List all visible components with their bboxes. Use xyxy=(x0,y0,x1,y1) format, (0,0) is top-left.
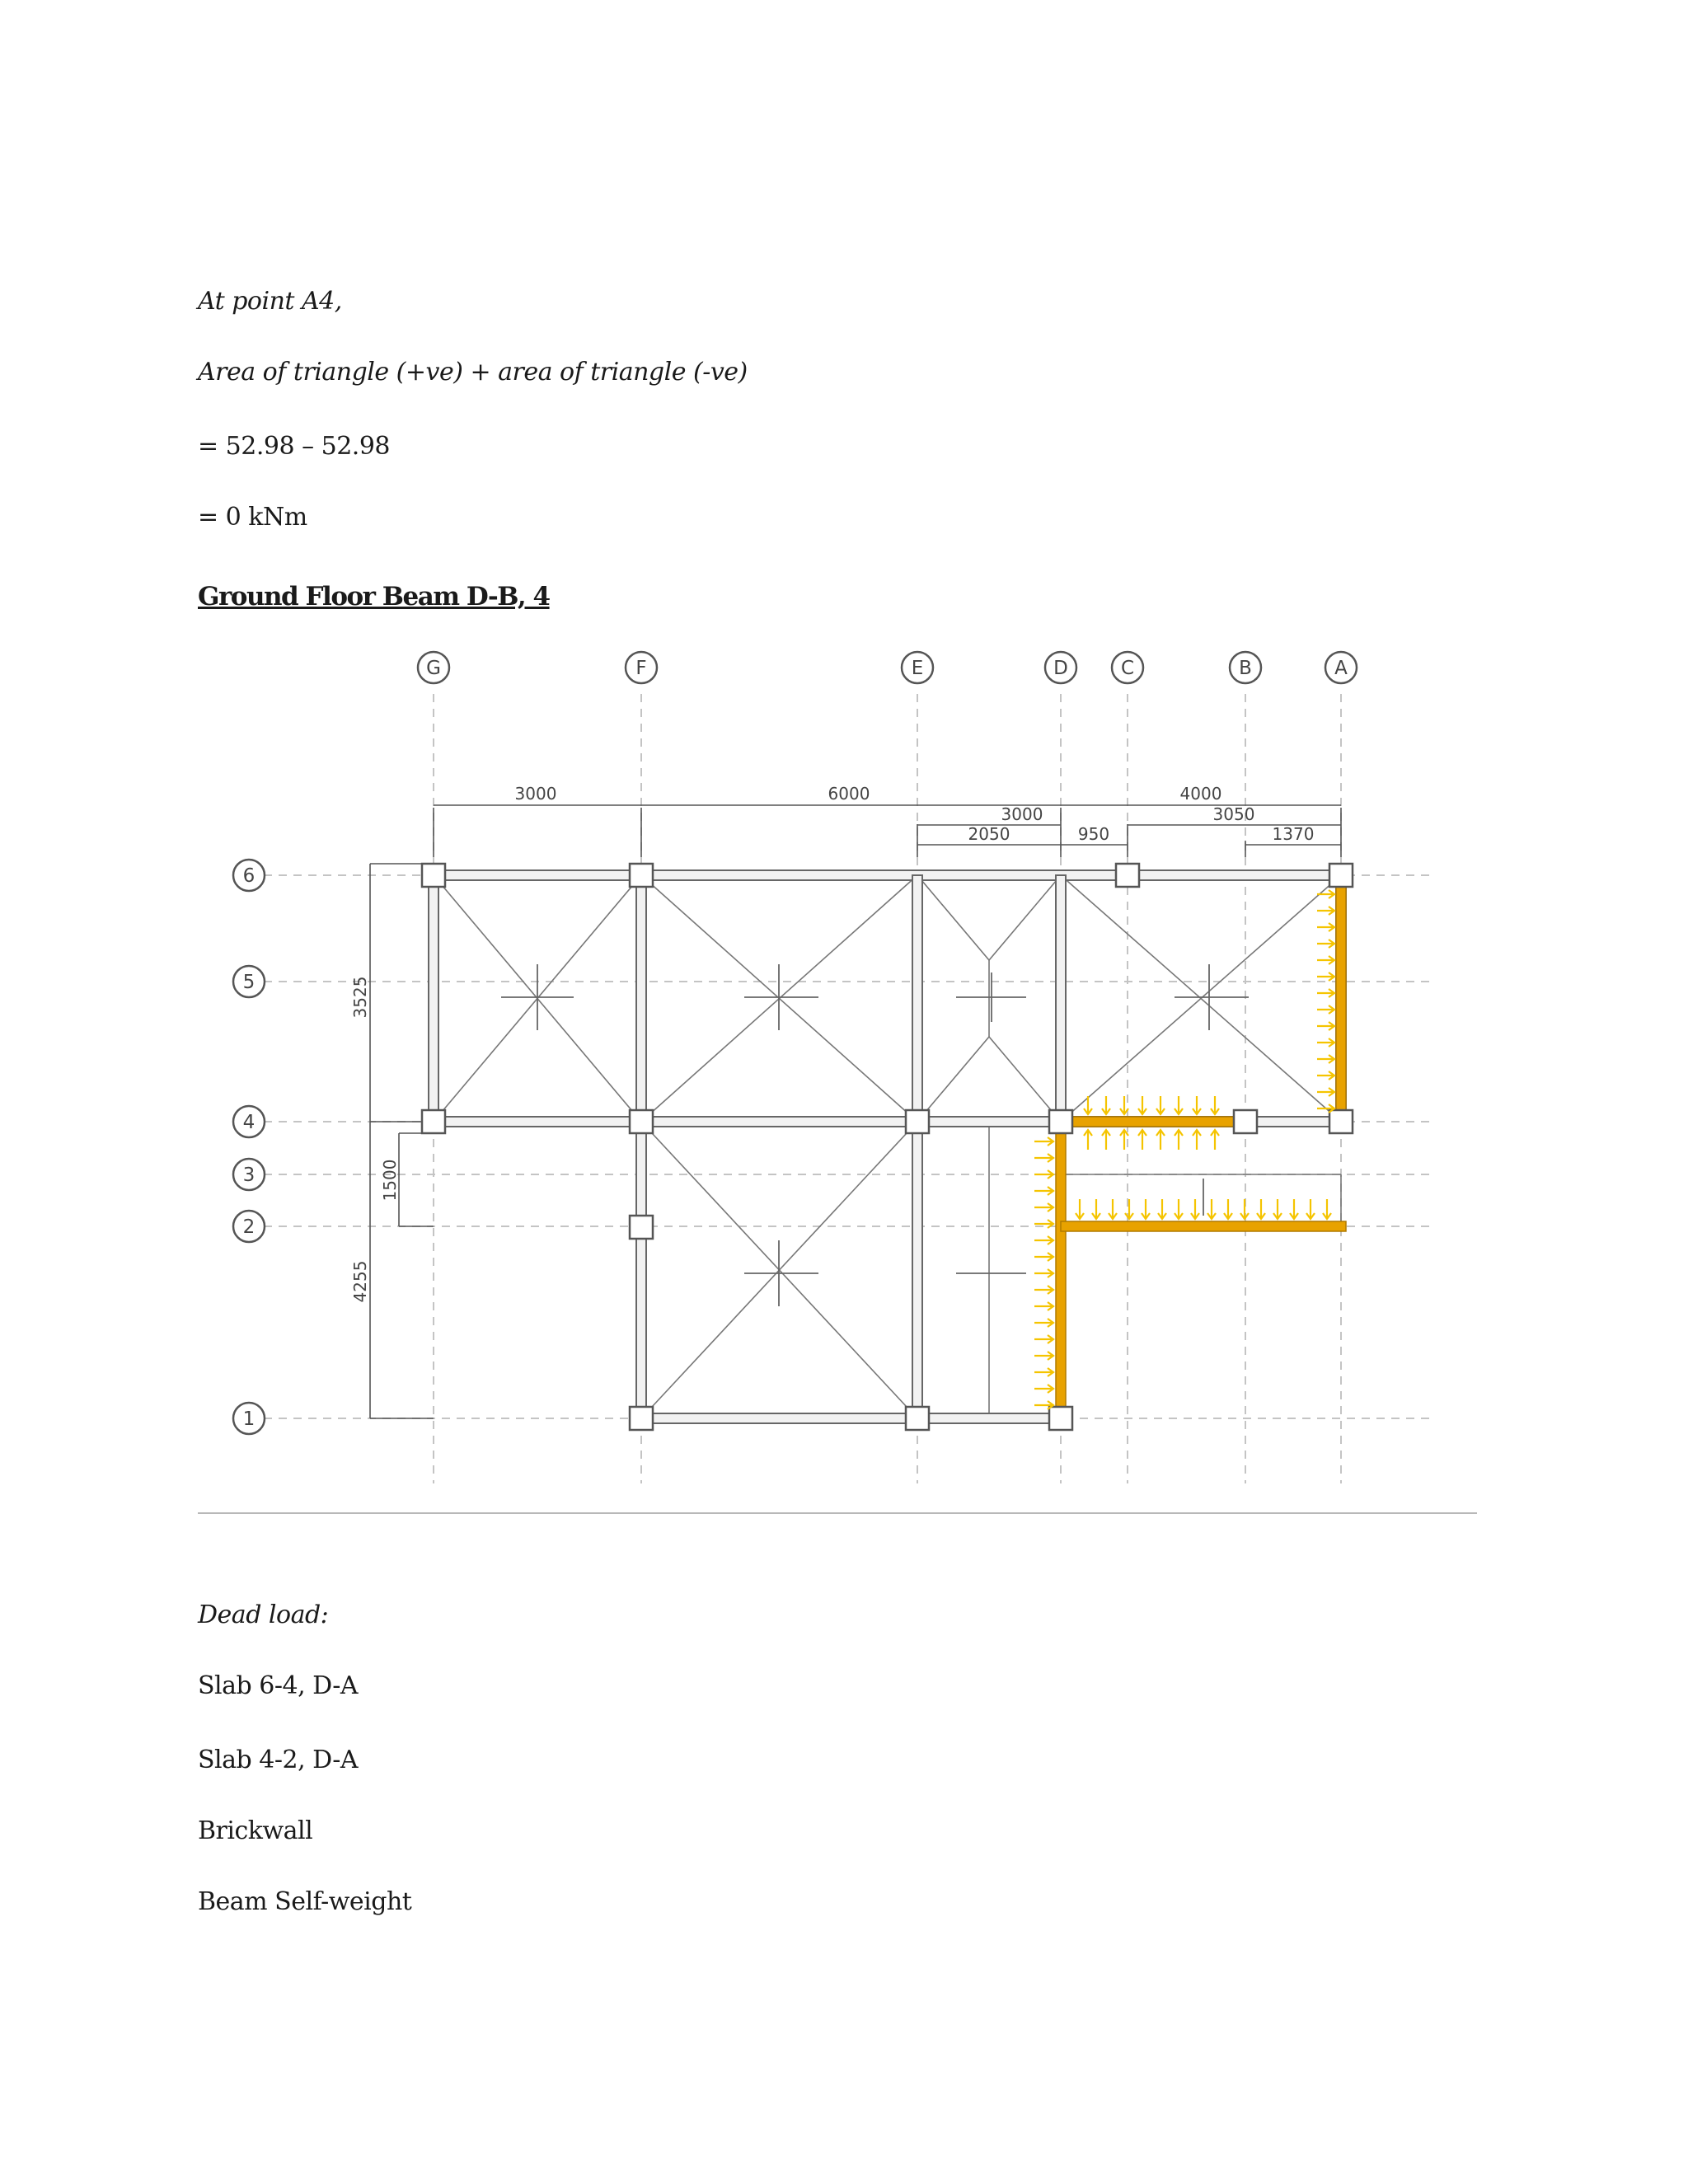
divider-line xyxy=(198,1512,1477,1514)
dim-2050: 2050 xyxy=(968,824,1010,844)
beam-d-a-2 xyxy=(1061,1221,1346,1231)
grid-label-6: 6 xyxy=(242,865,256,887)
dim-6000-fd: 6000 xyxy=(828,784,870,804)
load-arrow-d xyxy=(1034,1352,1053,1360)
dead-load-title: Dead load: xyxy=(198,1601,329,1629)
load-arrow-a xyxy=(1317,1088,1334,1096)
load-arrow-d xyxy=(1034,1253,1053,1261)
load-arrow-d-b-top xyxy=(1084,1096,1092,1114)
load-arrow-beam-2 xyxy=(1125,1199,1133,1219)
load-arrow-d-b-bottom xyxy=(1175,1130,1183,1150)
dim-3000-gf: 3000 xyxy=(514,784,557,804)
load-arrow-a xyxy=(1317,956,1334,964)
load-arrow-a xyxy=(1317,907,1334,915)
dim-4255: 4255 xyxy=(350,1260,370,1303)
load-arrow-d-b-bottom xyxy=(1084,1130,1092,1150)
load-arrow-d xyxy=(1034,1203,1053,1212)
load-arrow-d xyxy=(1034,1385,1053,1393)
beam-a-6-4 xyxy=(1336,875,1346,1122)
load-arrow-beam-2 xyxy=(1224,1199,1232,1219)
calc-line-point: At point A4, xyxy=(198,287,342,316)
grid-label-3: 3 xyxy=(242,1165,256,1186)
calc-line-result: = 0 kNm xyxy=(198,503,307,532)
load-arrow-d-b-bottom xyxy=(1102,1130,1110,1150)
load-arrow-d xyxy=(1034,1137,1053,1146)
load-arrow-d-b-top xyxy=(1211,1096,1219,1114)
load-arrow-d xyxy=(1034,1269,1053,1277)
load-arrow-d-b-top xyxy=(1175,1096,1183,1114)
grid-label-d: D xyxy=(1053,658,1068,679)
load-arrow-d-b-top xyxy=(1193,1096,1201,1114)
load-arrow-beam-2 xyxy=(1306,1199,1315,1219)
dead-load-item-slab-6-4: Slab 6-4, D-A xyxy=(198,1671,359,1700)
load-arrow-beam-2 xyxy=(1092,1199,1100,1219)
dim-3000-ed: 3000 xyxy=(1001,804,1043,824)
load-arrow-beam-2 xyxy=(1240,1199,1249,1219)
calc-line-area: Area of triangle (+ve) + area of triangle (-ve) xyxy=(198,358,748,387)
load-arrow-a xyxy=(1317,989,1334,997)
load-arrow-beam-2 xyxy=(1207,1199,1216,1219)
load-arrow-beam-2 xyxy=(1158,1199,1166,1219)
load-arrow-d xyxy=(1034,1286,1053,1294)
load-arrow-d xyxy=(1034,1187,1053,1195)
dim-3050: 3050 xyxy=(1212,804,1255,824)
dim-1500: 1500 xyxy=(380,1159,400,1202)
load-arrow-d xyxy=(1034,1319,1053,1327)
load-arrow-d-b-bottom xyxy=(1211,1130,1219,1150)
dim-950: 950 xyxy=(1077,824,1110,844)
dim-3525: 3525 xyxy=(350,976,370,1019)
beams xyxy=(429,870,1346,1423)
load-arrow-d xyxy=(1034,1154,1053,1162)
load-arrow-a xyxy=(1317,940,1334,948)
beam-d-4-1 xyxy=(1056,1127,1066,1418)
beam-d-b-4 xyxy=(1066,1117,1244,1127)
grid-label-a: A xyxy=(1334,658,1348,679)
load-arrow-d-b-top xyxy=(1138,1096,1146,1114)
grid-label-2: 2 xyxy=(242,1216,256,1238)
load-arrow-d xyxy=(1034,1401,1053,1409)
load-arrow-d xyxy=(1034,1368,1053,1376)
grid-label-c: C xyxy=(1120,658,1135,679)
grid-label-5: 5 xyxy=(242,972,256,993)
load-arrow-d xyxy=(1034,1335,1053,1343)
load-arrow-beam-2 xyxy=(1323,1199,1331,1219)
load-arrow-d-b-top xyxy=(1156,1096,1165,1114)
grid-label-b: B xyxy=(1239,658,1252,679)
load-arrows xyxy=(1034,890,1334,1409)
load-arrow-d xyxy=(1034,1170,1053,1179)
load-arrow-d-b-top xyxy=(1102,1096,1110,1114)
dead-load-item-slab-4-2: Slab 4-2, D-A xyxy=(198,1746,359,1774)
dim-4000: 4000 xyxy=(1179,784,1222,804)
load-arrow-a xyxy=(1317,1071,1334,1080)
grid-label-1: 1 xyxy=(242,1408,256,1430)
highlighted-beams xyxy=(1056,875,1346,1418)
load-arrow-beam-2 xyxy=(1290,1199,1298,1219)
load-arrow-d xyxy=(1034,1302,1053,1310)
section-title: Ground Floor Beam D-B, 4 xyxy=(198,582,550,612)
load-arrow-a xyxy=(1317,1022,1334,1030)
load-arrow-d-b-bottom xyxy=(1156,1130,1165,1150)
load-arrow-beam-2 xyxy=(1257,1199,1265,1219)
dead-load-item-beam-self-weight: Beam Self-weight xyxy=(198,1887,412,1916)
grid-label-f: F xyxy=(635,658,647,679)
top-dimension-lines xyxy=(434,805,1341,857)
floor-plan-drawing xyxy=(198,643,1492,1516)
columns xyxy=(422,864,1353,1430)
load-arrow-d-b-bottom xyxy=(1193,1130,1201,1150)
load-arrow-beam-2 xyxy=(1175,1199,1183,1219)
dead-load-item-brickwall: Brickwall xyxy=(198,1816,313,1845)
span-symbols xyxy=(501,964,1249,1306)
load-arrow-a xyxy=(1317,1055,1334,1063)
load-arrow-beam-2 xyxy=(1191,1199,1199,1219)
load-arrow-a xyxy=(1317,1104,1334,1113)
left-dimension-lines xyxy=(370,864,434,1418)
load-arrow-a xyxy=(1317,972,1334,981)
load-arrow-a xyxy=(1317,890,1334,898)
dim-1370: 1370 xyxy=(1272,824,1315,844)
load-arrow-d xyxy=(1034,1236,1053,1244)
load-arrow-beam-2 xyxy=(1109,1199,1117,1219)
load-arrow-beam-2 xyxy=(1273,1199,1282,1219)
load-arrow-beam-2 xyxy=(1142,1199,1150,1219)
grid-label-g: G xyxy=(426,658,441,679)
load-arrow-a xyxy=(1317,923,1334,931)
load-arrow-d-b-bottom xyxy=(1138,1130,1146,1150)
grid-label-e: E xyxy=(911,658,924,679)
grid-label-4: 4 xyxy=(242,1112,256,1133)
load-arrow-a xyxy=(1317,1038,1334,1047)
calc-line-values: = 52.98 – 52.98 xyxy=(198,432,391,461)
load-arrow-beam-2 xyxy=(1076,1199,1084,1219)
slab-diagonals xyxy=(434,875,1341,1418)
load-arrow-a xyxy=(1317,1005,1334,1014)
